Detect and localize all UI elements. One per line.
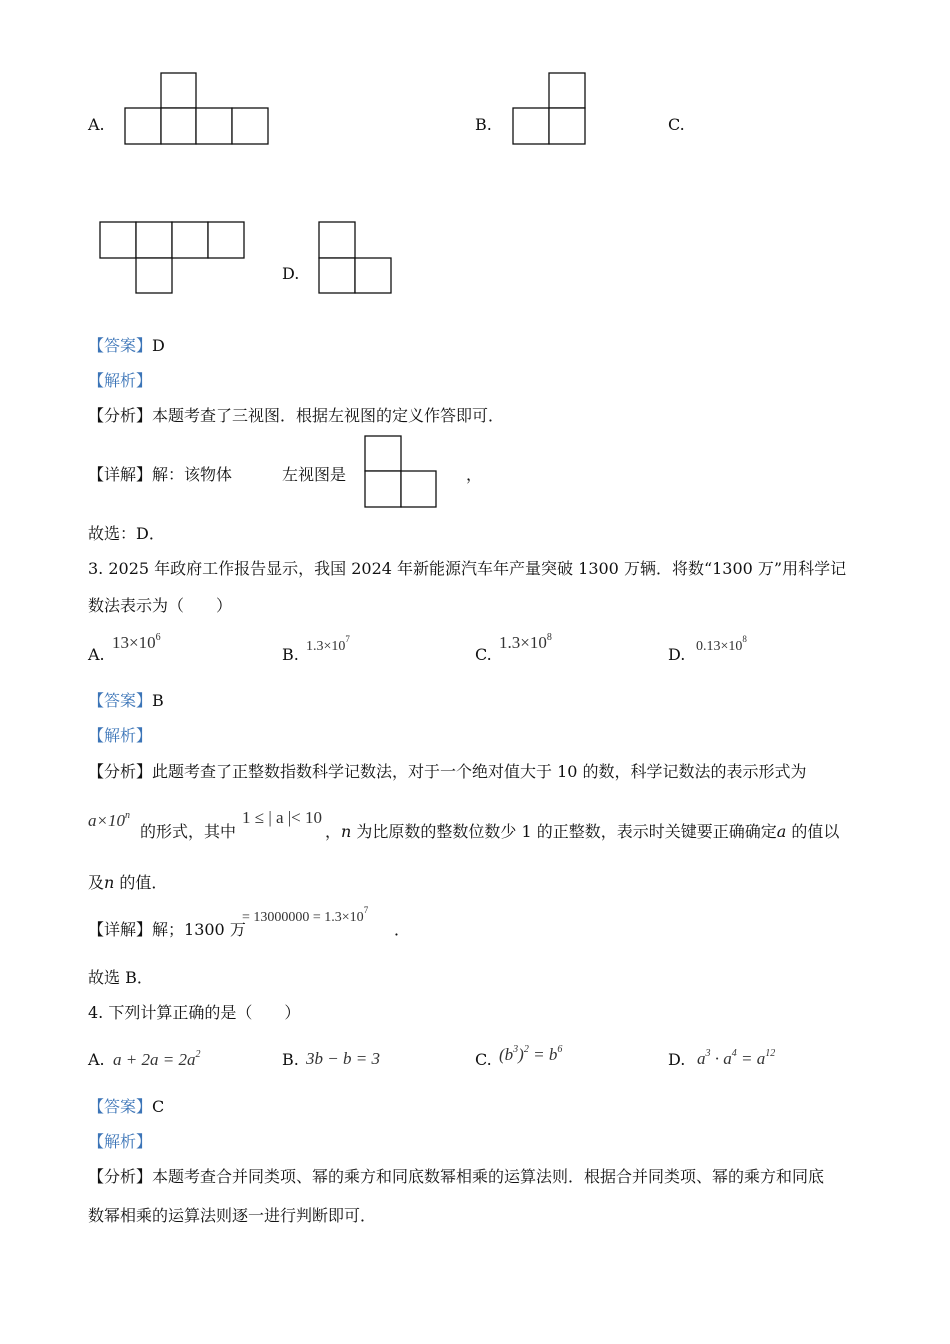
q2-option-d-figure (318, 221, 393, 295)
grid-cell (172, 222, 208, 258)
q3-xiangjie-line (88, 920, 246, 940)
grid-cell (100, 222, 136, 258)
xiangjie-text: 解；1300 万 (152, 920, 246, 939)
q2-option-b-label: B. (475, 115, 492, 134)
q3-answer-line (88, 691, 164, 711)
q2-option-d-label: D. (282, 264, 300, 283)
fenxi-tag: 【分析】 (88, 406, 153, 425)
xiangjie-text-a: 解：该物体 (152, 465, 233, 484)
q4-option-c-expr: $(b^3)^2 = b^6$ (499, 1044, 563, 1064)
q4-option-b-expr: 3b − b = 3 (306, 1049, 380, 1068)
q3-option-b-label: B. (282, 645, 299, 664)
xiangjie-tag: 【详解】 (88, 920, 153, 939)
q3-fenxi-line2: ，n 为比原数的整数位数少 1 的正整数，表示时关键要正确确定a 的值以 (325, 822, 840, 841)
fenxi-tag: 【分析】 (88, 1167, 153, 1186)
q2-option-a-figure (124, 72, 270, 146)
q3-fenxi-line1 (88, 762, 807, 782)
q2-fenxi-line (88, 406, 504, 426)
q2-analysis-tag: 【解析】 (88, 371, 153, 390)
q2-option-c-label: C. (668, 115, 685, 134)
q3-option-a-expr: $13\times 10^6$ (112, 632, 161, 652)
fenxi-text: 本题考查了三视图．根据左视图的定义作答即可． (152, 406, 505, 425)
q3-stem-line2: 数法表示为（ ） (88, 596, 233, 615)
grid-cell (319, 222, 355, 258)
q4-option-d-expr: $a^3 \cdot a^4 = a^{12}$ (697, 1048, 776, 1068)
grid-cell (125, 108, 161, 144)
q3-option-c-expr: $1.3\times 10^8$ (499, 632, 552, 652)
answer-tag: 【答案】 (88, 691, 153, 710)
grid-cell (549, 73, 585, 108)
q4-analysis-tag: 【解析】 (88, 1132, 153, 1151)
q4-option-b-label: B. (282, 1050, 299, 1069)
grid-cell (136, 222, 172, 258)
q2-xiangjie-text-b: 左视图是 (282, 465, 347, 484)
q2-option-a-label: A. (88, 115, 105, 134)
grid-cell (365, 436, 401, 471)
grid-cell (161, 108, 196, 144)
q3-option-c-label: C. (475, 645, 492, 664)
q3-option-b-expr: $1.3\times 10^7$ (306, 634, 350, 654)
q3-form-expr: $a\times 10^n$ (88, 810, 130, 830)
q3-xiangjie-expr: = $13000000 = 1.3\times 10^7$ (242, 905, 369, 925)
q3-option-d-expr: $0.13\times 10^8$ (696, 634, 747, 654)
q3-stem-line1: 3. 2025 年政府工作报告显示，我国 2024 年新能源汽车年产量突破 1300 万辆．将数“1300 万”用科学记 (88, 559, 847, 578)
q3-form-text: 的形式，其中 (140, 822, 237, 841)
q2-xiangjie-comma: ， (466, 465, 483, 484)
grid-cell (365, 471, 401, 507)
grid-cell (196, 108, 232, 144)
q3-range-expr: 1 ≤ | a |< 10 (242, 808, 323, 827)
grid-cell (136, 258, 172, 293)
q2-option-c-figure (99, 221, 246, 295)
answer-tag: 【答案】 (88, 1097, 153, 1116)
q4-option-a-expr: $a + 2a = 2a^2$ (113, 1049, 201, 1069)
fenxi-text: 本题考查合并同类项、幂的乘方和同底数幂相乘的运算法则．根据合并同类项、幂的乘方和同底 (152, 1167, 825, 1186)
grid-cell (513, 108, 549, 144)
q4-option-a-label: A. (88, 1050, 105, 1069)
q3-conclusion: 故选 B． (88, 968, 153, 987)
q4-option-c-label: C. (475, 1050, 492, 1069)
q3-analysis-tag: 【解析】 (88, 726, 153, 745)
q3-option-d-label: D. (668, 645, 686, 664)
grid-cell (319, 258, 355, 293)
q4-fenxi-line2: 数幂相乘的运算法则逐一进行判断即可． (88, 1206, 377, 1225)
q2-option-b-figure (512, 72, 587, 146)
answer-value: D (152, 336, 165, 355)
q2-answer-line (88, 336, 165, 356)
answer-value: B (152, 691, 164, 710)
q3-fenxi-line3: 及n 的值． (88, 873, 168, 892)
grid-cell (208, 222, 244, 258)
fenxi-tag: 【分析】 (88, 762, 153, 781)
xiangjie-tag: 【详解】 (88, 465, 153, 484)
q2-conclusion: 故选：D． (88, 524, 165, 543)
q2-xiangjie-line (88, 465, 232, 485)
fenxi-text: 此题考查了正整数指数科学记数法，对于一个绝对值大于 10 的数，科学记数法的表示形式为 (152, 762, 807, 781)
q4-option-d-label: D. (668, 1050, 686, 1069)
q3-option-a-label: A. (88, 645, 105, 664)
answer-value: C (152, 1097, 165, 1116)
grid-cell (549, 108, 585, 144)
grid-cell (401, 471, 436, 507)
grid-cell (161, 73, 196, 108)
answer-tag: 【答案】 (88, 336, 153, 355)
q4-answer-line (88, 1097, 164, 1117)
q4-fenxi-line1 (88, 1167, 824, 1187)
q3-xiangjie-end: ． (394, 920, 411, 939)
q4-stem: 4. 下列计算正确的是（ ） (88, 1003, 301, 1022)
grid-cell (355, 258, 391, 293)
q2-left-view-figure (364, 435, 438, 508)
grid-cell (232, 108, 268, 144)
